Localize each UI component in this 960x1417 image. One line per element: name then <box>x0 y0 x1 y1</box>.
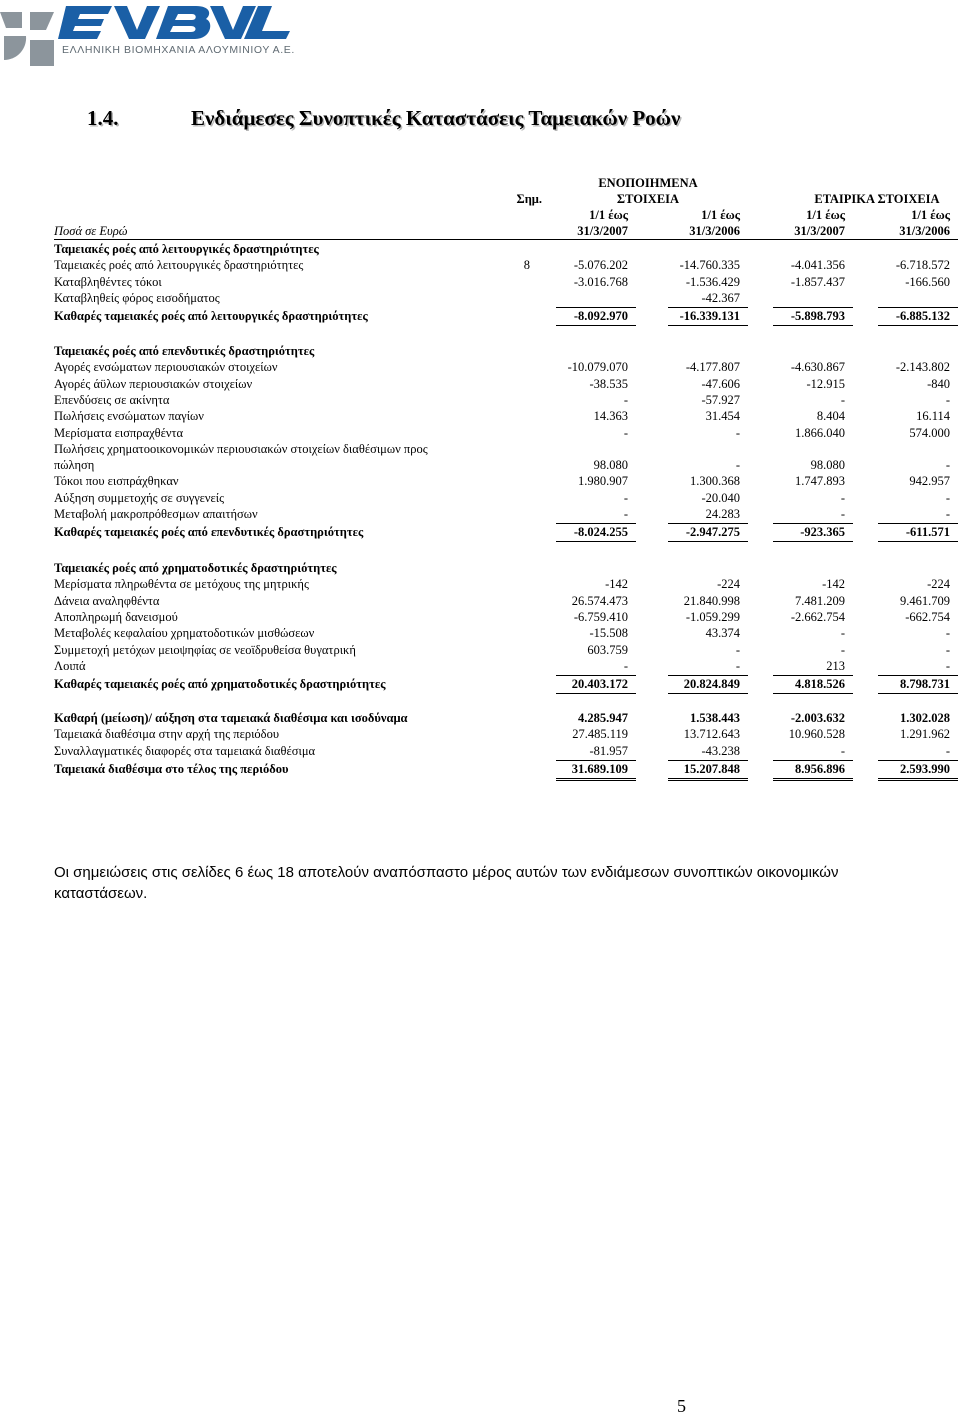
section-header: Ταμειακές ροές από χρηματοδοτικές δραστηριότητες <box>54 561 337 575</box>
value-cell: 1.291.962 <box>900 727 950 741</box>
value-cell: -2.662.754 <box>790 609 845 624</box>
total-rule-double <box>556 780 636 781</box>
total-rule-top <box>556 307 636 308</box>
value-cell: - <box>840 744 845 758</box>
value-cell: 213 <box>826 658 845 673</box>
row-label: Πωλήσεις ενσώματων παγίων <box>54 409 204 424</box>
value-cell: 1.302.028 <box>900 711 950 725</box>
consolidated-header-2: ΣΤΟΙΧΕΙΑ <box>616 192 680 206</box>
value-cell: -166.560 <box>905 274 950 289</box>
value-cell: 13.712.643 <box>683 727 740 741</box>
value-cell: -47.606 <box>701 376 740 391</box>
value-cell: -5.898.793 <box>790 309 845 324</box>
header-rule <box>54 239 958 240</box>
value-cell: 24.283 <box>705 507 740 521</box>
total-rule-top <box>556 760 636 761</box>
total-rule-top <box>773 760 853 761</box>
value-cell: 27.485.119 <box>572 727 628 741</box>
total-rule-bottom <box>773 541 853 542</box>
row-label: Μεταβολές κεφαλαίου χρηματοδοτικών μισθώσεων <box>54 626 315 641</box>
total-rule-top <box>668 523 748 524</box>
period-header: 31/3/2007 <box>794 224 845 238</box>
value-cell: - <box>735 425 740 440</box>
value-cell: - <box>840 507 845 521</box>
row-label: Μεταβολή μακροπρόθεσμων απαιτήσων <box>54 507 258 521</box>
value-cell: 8.956.896 <box>795 762 845 776</box>
row-label: Ταμειακές ροές από λειτουργικές δραστηριότητες <box>54 258 304 273</box>
total-rule-top <box>668 675 748 676</box>
value-cell: -12.915 <box>806 376 845 391</box>
summary-label: Ταμειακά διαθέσιμα στο τέλος της περιόδου <box>54 762 289 776</box>
value-cell: -6.759.410 <box>573 609 628 624</box>
section-header: Ταμειακές ροές από λειτουργικές δραστηριότητες <box>54 242 319 256</box>
value-cell: 8.404 <box>816 409 845 424</box>
value-cell: - <box>945 744 950 758</box>
value-cell: -6.885.132 <box>895 309 950 324</box>
value-cell: - <box>623 425 628 440</box>
value-cell: - <box>623 507 628 521</box>
period-header: 31/3/2006 <box>689 224 740 238</box>
total-rule-top <box>878 307 958 308</box>
value-cell: - <box>945 642 950 657</box>
company-header: ΕΤΑΙΡΙΚΑ ΣΤΟΙΧΕΙΑ <box>814 192 940 206</box>
total-rule-top <box>773 307 853 308</box>
total-rule-bottom <box>878 693 958 694</box>
value-cell: -1.059.299 <box>685 609 740 624</box>
value-cell: - <box>840 626 845 641</box>
value-cell: -1.857.437 <box>790 274 845 289</box>
value-cell: -662.754 <box>905 609 950 624</box>
total-rule-top <box>878 523 958 524</box>
period-header: 1/1 έως <box>911 208 950 222</box>
row-label: Συμμετοχή μετόχων μειοψηφίας σε νεοϊδρυθείσα θυγατρική <box>54 642 356 657</box>
row-label: Μερίσματα εισπραχθέντα <box>54 425 184 440</box>
row-label: Αποπληρωμή δανεισμού <box>54 609 178 624</box>
value-cell: -3.016.768 <box>573 274 628 289</box>
consolidated-header: ΕΝΟΠΟΙΗΜΕΝΑ <box>598 176 698 190</box>
note-column-header: Σημ. <box>516 192 542 206</box>
value-cell: -42.367 <box>701 290 740 305</box>
period-header: 31/3/2007 <box>577 224 628 238</box>
total-rule-bottom <box>878 541 958 542</box>
period-header: 31/3/2006 <box>899 224 950 238</box>
value-cell: 14.363 <box>593 409 628 424</box>
total-rule-top <box>556 675 636 676</box>
row-label: Λοιπά <box>54 658 86 673</box>
row-label: πώληση <box>54 458 95 473</box>
value-cell: - <box>735 658 740 673</box>
section-total-label: Καθαρές ταμειακές ροές από επενδυτικές δραστηριότητες <box>54 525 364 540</box>
value-cell: - <box>623 490 628 505</box>
value-cell: - <box>840 642 845 657</box>
row-label: Δάνεια αναληφθέντα <box>54 593 160 608</box>
row-label: Καταβληθείς φόρος εισοδήματος <box>54 290 220 305</box>
value-cell: 1.747.893 <box>795 474 845 489</box>
row-label: Αγορές ενσώματων περιουσιακών στοιχείων <box>54 360 278 375</box>
total-rule-double <box>668 780 748 781</box>
value-cell: 574.000 <box>909 425 950 440</box>
summary-label: Ταμειακά διαθέσιμα στην αρχή της περιόδου <box>54 727 280 741</box>
total-rule-bottom <box>668 325 748 326</box>
value-cell: 1.538.443 <box>690 711 740 725</box>
value-cell: 26.574.473 <box>571 593 628 608</box>
value-cell: - <box>735 458 740 473</box>
value-cell: - <box>945 507 950 521</box>
row-label: Μερίσματα πληρωθέντα σε μετόχους της μητρικής <box>54 577 309 592</box>
value-cell: -16.339.131 <box>679 309 740 324</box>
value-cell: -611.571 <box>905 525 950 540</box>
section-title: Ενδιάμεσες Συνοπτικές Καταστάσεις Ταμειακών Ροών <box>191 106 681 130</box>
row-label: Αγορές άϋλων περιουσιακών στοιχείων <box>54 376 253 391</box>
row-label: Επενδύσεις σε ακίνητα <box>54 392 170 407</box>
value-cell: -1.536.429 <box>685 274 740 289</box>
value-cell: 4.818.526 <box>795 677 845 692</box>
value-cell: -57.927 <box>701 392 740 407</box>
total-rule-top <box>668 760 748 761</box>
amounts-label: Ποσά σε Ευρώ <box>54 224 128 238</box>
value-cell: 98.080 <box>810 458 845 473</box>
value-cell: -6.718.572 <box>895 258 950 273</box>
total-rule-bottom <box>556 693 636 694</box>
total-rule-bottom <box>878 778 958 779</box>
value-cell: - <box>623 392 628 407</box>
value-cell: 4.285.947 <box>578 711 628 725</box>
total-rule-bottom <box>668 693 748 694</box>
section-total-label: Καθαρές ταμειακές ροές από χρηματοδοτικές δραστηριότητες <box>54 677 386 692</box>
value-cell: - <box>623 658 628 673</box>
value-cell: 43.374 <box>705 626 740 641</box>
value-cell: -2.003.632 <box>790 711 845 725</box>
value-cell: -15.508 <box>589 626 628 641</box>
total-rule-top <box>556 523 636 524</box>
value-cell: -224 <box>717 577 740 592</box>
total-rule-top <box>668 307 748 308</box>
page-number: 5 <box>677 1396 686 1416</box>
total-rule-bottom <box>556 778 636 779</box>
value-cell: - <box>945 626 950 641</box>
value-cell: -10.079.070 <box>567 360 628 375</box>
value-cell: -2.143.802 <box>895 360 950 375</box>
value-cell: 942.957 <box>909 474 950 489</box>
total-rule-bottom <box>556 541 636 542</box>
section-header: Ταμειακές ροές από επενδυτικές δραστηριότητες <box>54 344 315 358</box>
summary-label: Συναλλαγματικές διαφορές στα ταμειακά διαθέσιμα <box>54 744 316 758</box>
total-rule-bottom <box>773 693 853 694</box>
total-rule-bottom <box>773 778 853 779</box>
value-cell: -38.535 <box>589 376 628 391</box>
total-rule-top <box>773 675 853 676</box>
value-cell: -14.760.335 <box>679 258 740 273</box>
section-total-label: Καθαρές ταμειακές ροές από λειτουργικές δραστηριότητες <box>54 309 368 324</box>
value-cell: 1.866.040 <box>795 425 845 440</box>
value-cell: -142 <box>822 577 845 592</box>
value-cell: 31.454 <box>705 409 740 424</box>
value-cell: -4.041.356 <box>790 258 845 273</box>
total-rule-double <box>773 780 853 781</box>
total-rule-top <box>878 675 958 676</box>
total-rule-top <box>773 523 853 524</box>
value-cell: -4.177.807 <box>685 360 740 375</box>
value-cell: - <box>945 658 950 673</box>
value-cell: 1.980.907 <box>578 474 628 489</box>
value-cell: -8.092.970 <box>573 309 628 324</box>
value-cell: 98.080 <box>593 458 628 473</box>
value-cell: 16.114 <box>916 409 950 424</box>
total-rule-bottom <box>556 325 636 326</box>
row-label: Πωλήσεις χρηματοοικονομικών περιουσιακών στοιχείων διαθέσιμων προς <box>54 441 428 456</box>
value-cell: - <box>945 490 950 505</box>
value-cell: 20.403.172 <box>571 677 628 692</box>
value-cell: 7.481.209 <box>795 593 845 608</box>
total-rule-bottom <box>668 778 748 779</box>
value-cell: 9.461.709 <box>900 593 950 608</box>
value-cell: -20.040 <box>701 490 740 505</box>
row-label: Καταβληθέντες τόκοι <box>54 274 162 289</box>
section-number: 1.4. <box>87 106 119 130</box>
period-header: 1/1 έως <box>701 208 740 222</box>
value-cell: -142 <box>605 577 628 592</box>
period-header: 1/1 έως <box>806 208 845 222</box>
total-rule-bottom <box>668 541 748 542</box>
value-cell: 21.840.998 <box>683 593 740 608</box>
value-cell: -2.947.275 <box>685 525 740 540</box>
footnote: Οι σημειώσεις στις σελίδες 6 έως 18 αποτελούν αναπόσπαστο μέρος αυτών των ενδιάμεσων συνοπτικών οικονομικών καταστάσεων. <box>54 864 839 902</box>
value-cell: 10.960.528 <box>788 727 845 741</box>
value-cell: -8.024.255 <box>573 525 628 540</box>
value-cell: -840 <box>927 376 950 391</box>
value-cell: 15.207.848 <box>683 762 740 776</box>
total-rule-bottom <box>878 325 958 326</box>
value-cell: -224 <box>927 577 950 592</box>
value-cell: -4.630.867 <box>790 360 845 375</box>
value-cell: 603.759 <box>587 642 628 657</box>
total-rule-double <box>878 780 958 781</box>
row-label: Τόκοι που εισπράχθηκαν <box>54 474 179 489</box>
value-cell: 8.798.731 <box>900 677 950 692</box>
value-cell: 1.300.368 <box>690 474 740 489</box>
value-cell: -923.365 <box>800 525 845 540</box>
total-rule-bottom <box>773 325 853 326</box>
period-header: 1/1 έως <box>589 208 628 222</box>
total-rule-top <box>878 760 958 761</box>
value-cell: - <box>945 392 950 407</box>
row-label: Αύξηση συμμετοχής σε συγγενείς <box>54 490 225 505</box>
value-cell: -5.076.202 <box>573 258 628 273</box>
note-ref: 8 <box>523 258 530 273</box>
value-cell: - <box>840 490 845 505</box>
value-cell: - <box>945 458 950 473</box>
value-cell: 31.689.109 <box>571 762 628 776</box>
value-cell: - <box>840 392 845 407</box>
company-tagline: ΕΛΛΗΝΙΚΗ ΒΙΟΜΗΧΑΝΙΑ ΑΛΟΥΜΙΝΙΟΥ Α.Ε. <box>62 44 295 56</box>
summary-label: Καθαρή (μείωση)/ αύξηση στα ταμειακά διαθέσιμα και ισοδύναμα <box>54 711 408 725</box>
value-cell: -81.957 <box>589 744 628 758</box>
value-cell: -43.238 <box>701 744 740 758</box>
value-cell: 20.824.849 <box>683 677 740 692</box>
value-cell: - <box>735 642 740 657</box>
value-cell: 2.593.990 <box>900 762 950 776</box>
